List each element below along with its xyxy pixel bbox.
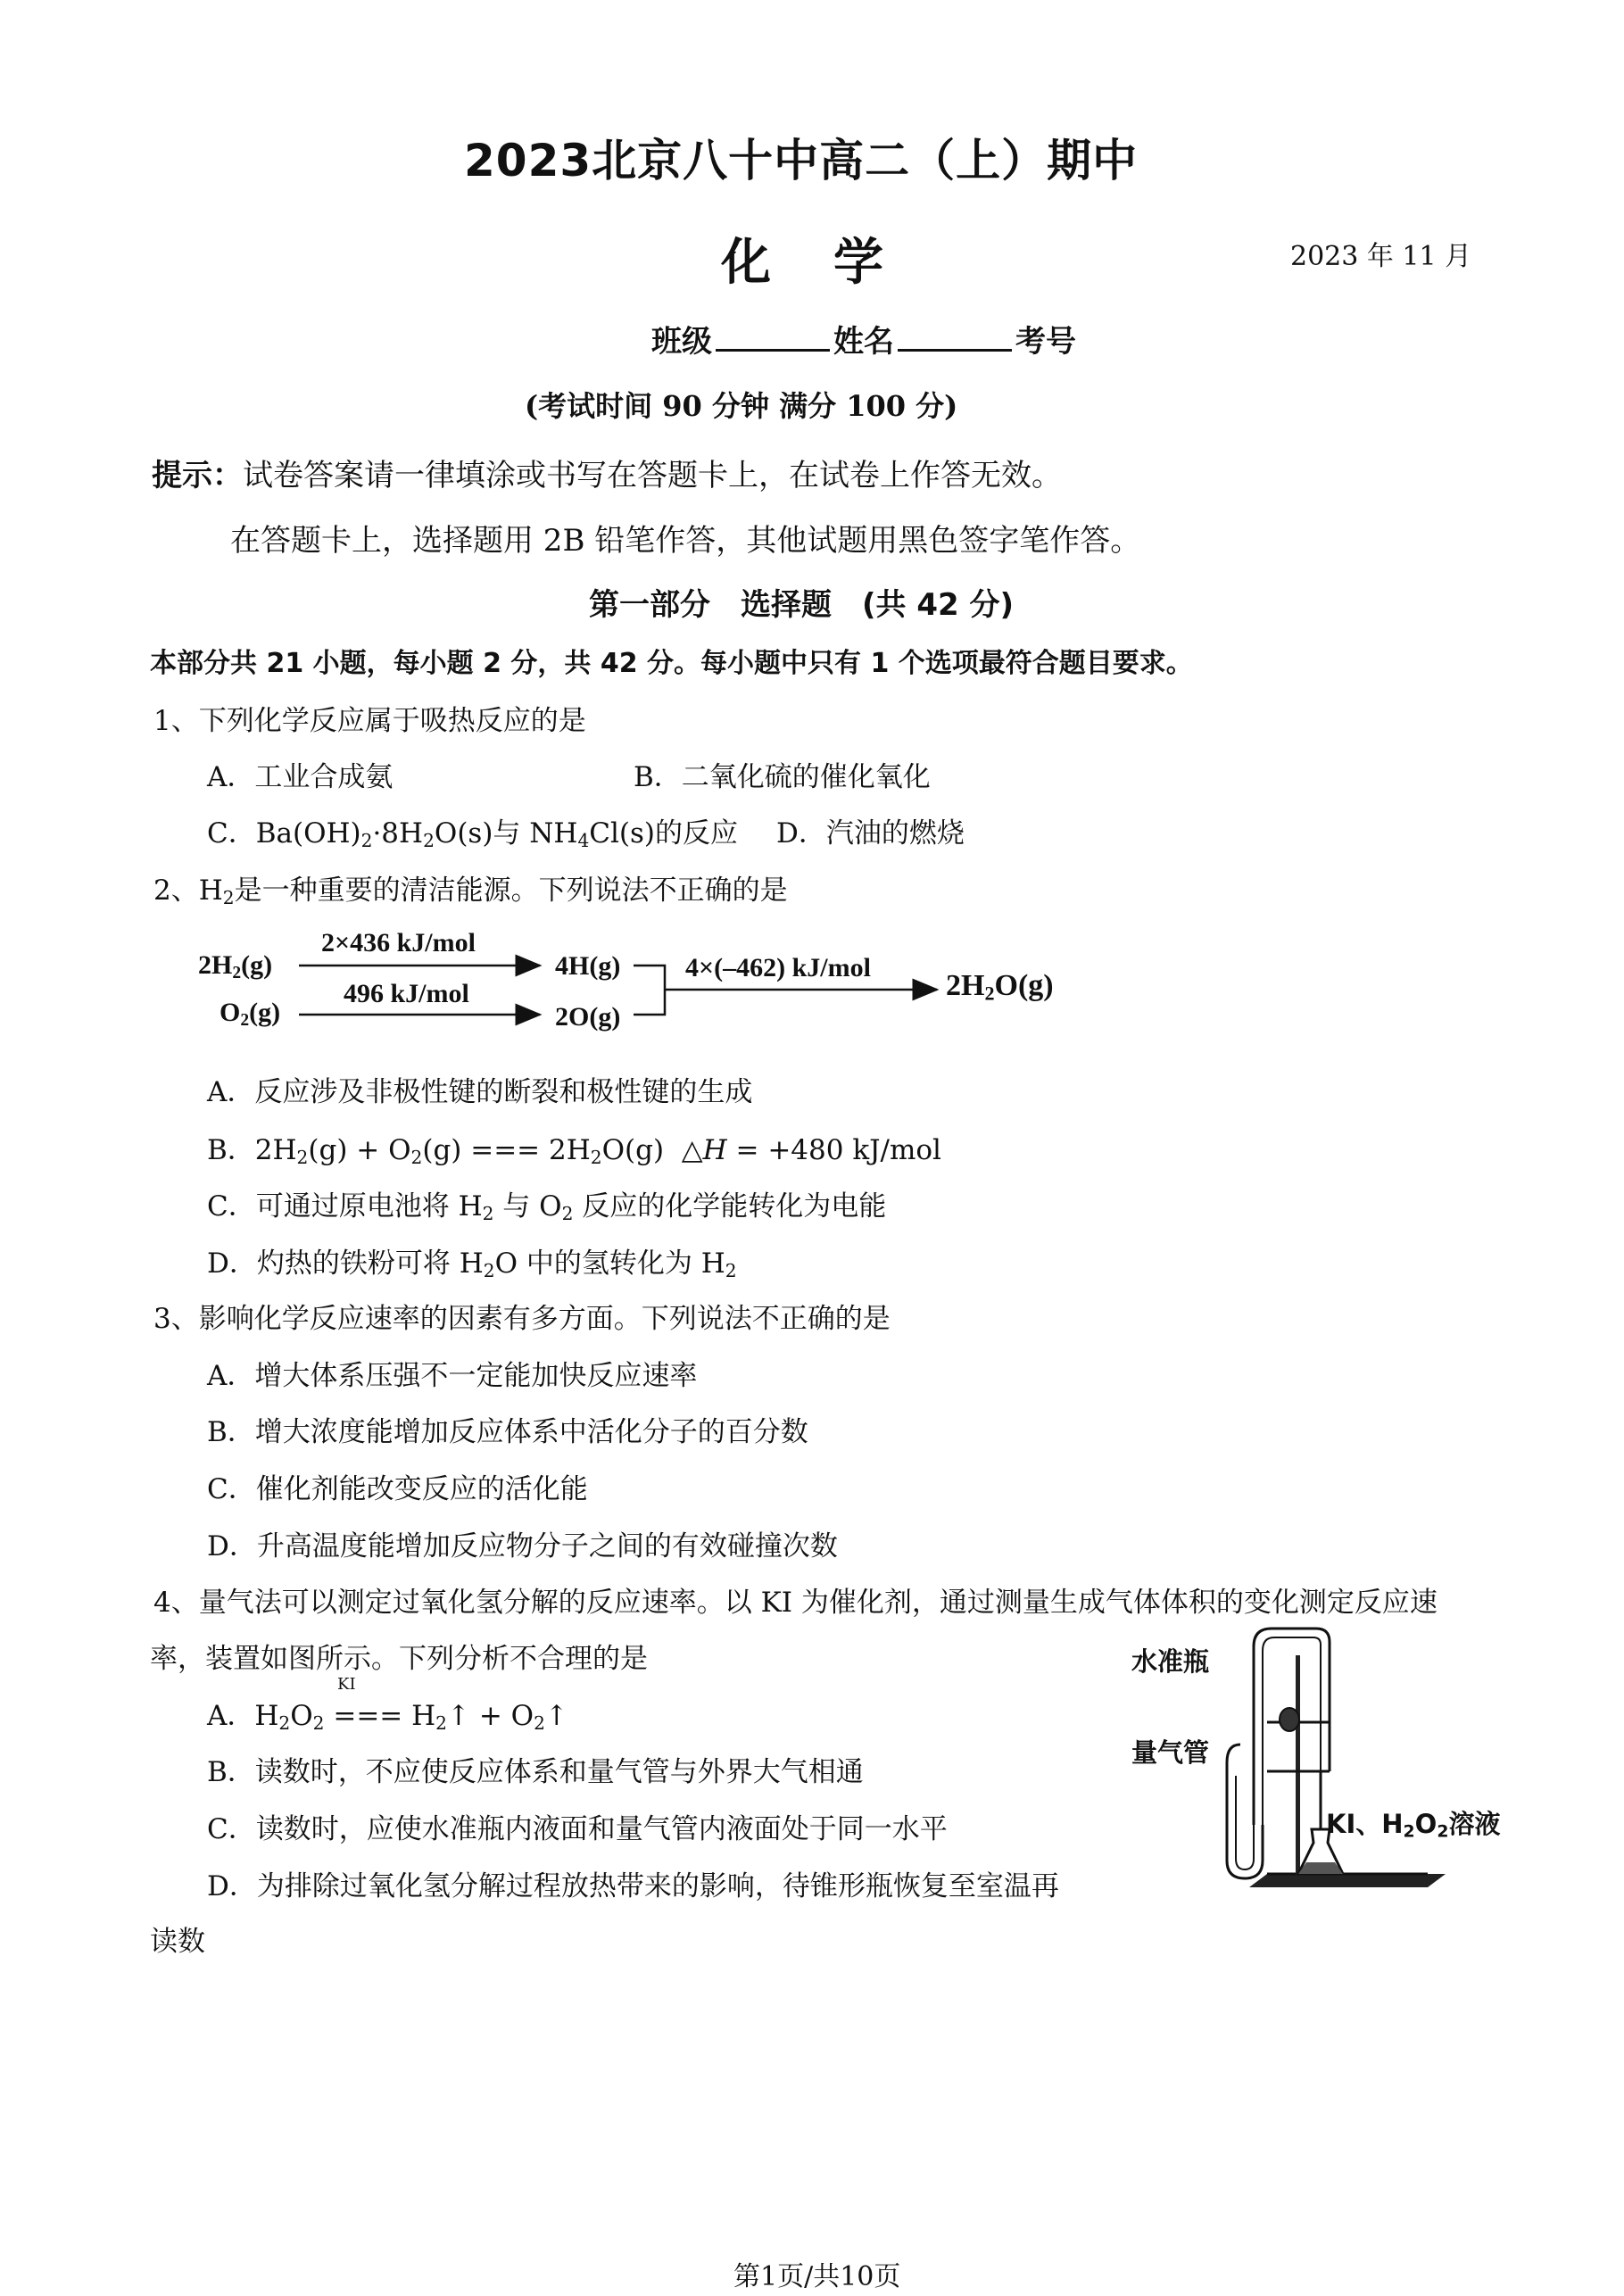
notice-line-1	[152, 451, 1062, 494]
q4-stem-line-1: 4、量气法可以测定过氧化氢分解的反应速率。以 KI 为催化剂，通过测量生成气体体积的变化测定反应速	[153, 1587, 1438, 1619]
exam-date: 2023 年 11 月	[1290, 241, 1472, 272]
q1-option-b: B．二氧化硫的催化氧化	[634, 761, 931, 793]
gas-burette-label: 量气管	[1131, 1737, 1210, 1768]
notice-text-1: 试卷答案请一律填涂或书写在答题卡上，在试卷上作答无效。	[243, 458, 1062, 493]
product-h-atoms: 4H(g)	[555, 951, 621, 981]
stand-rod-icon	[1296, 1655, 1300, 1877]
solution-label: KI、$H_2O_2$溶液	[1326, 1809, 1501, 1842]
class-label: 班级	[651, 324, 712, 360]
q4-option-b: B．读数时，不应使反应体系和量气管与外界大气相通	[207, 1756, 864, 1788]
leveling-bottle-label: 水准瓶	[1131, 1646, 1210, 1677]
q4-option-c: C．读数时，应使水准瓶内液面和量气管内液面处于同一水平	[207, 1813, 948, 1845]
q4-stem-line-2: 率，装置如图所示。下列分析不合理的是	[150, 1643, 648, 1675]
o2-bond-energy: 496 kJ/mol	[344, 979, 469, 1008]
page-number: 第1页/共10页	[733, 2261, 901, 2292]
q2-stem: 2、$H_2$是一种重要的清洁能源。下列说法不正确的是	[153, 874, 788, 909]
notice-line-2: 在答题卡上，选择题用 2B 铅笔作答，其他试题用黑色签字笔作答。	[230, 523, 1141, 559]
notice-label: 提示：	[152, 458, 243, 493]
class-blank[interactable]	[716, 322, 830, 352]
product-water: $2H_2O(g)$	[946, 969, 1054, 1005]
section-instructions: 本部分共 21 小题，每小题 2 分，共 42 分。每小题中只有 1 个选项最符合题目要求。	[150, 648, 1193, 679]
q1-stem: 1、下列化学反应属于吸热反应的是	[153, 705, 586, 737]
number-label: 考号	[1015, 324, 1076, 360]
atoms-bracket	[634, 966, 665, 1015]
q3-option-b: B．增大浓度能增加反应体系中活化分子的百分数	[207, 1416, 808, 1448]
leveling-bulb-icon	[1280, 1708, 1299, 1731]
h2-bond-energy: 2×436 kJ/mol	[321, 928, 476, 957]
name-label: 姓名	[833, 324, 894, 360]
student-info-line	[651, 317, 1076, 361]
gas-measurement-apparatus	[1214, 1620, 1499, 1905]
q2-stem-text: 是一种重要的清洁能源。下列说法不正确的是	[234, 874, 788, 907]
exam-title: 2023北京八十中高二（上）期中	[464, 135, 1139, 186]
oh-bond-energy: 4×(–462) kJ/mol	[685, 953, 871, 982]
exam-duration: (考试时间 90 分钟 满分 100 分)	[525, 389, 958, 423]
q3-option-a: A．增大体系压强不一定能加快反应速率	[207, 1360, 698, 1392]
q2-option-c: C．可通过原电池将 $H_2$ 与 $O_2$ 反应的化学能转化为电能	[207, 1190, 887, 1225]
reactant-h2: $2H_2(g)$	[198, 950, 273, 982]
q4-option-d: D．为排除过氧化氢分解过程放热带来的影响，待锥形瓶恢复至室温再	[207, 1870, 1059, 1902]
q1-option-d: D．汽油的燃烧	[776, 817, 965, 850]
name-blank[interactable]	[898, 322, 1012, 352]
q2-option-a: A．反应涉及非极性键的断裂和极性键的生成	[207, 1076, 753, 1108]
product-o-atoms: 2O(g)	[555, 1002, 621, 1032]
q3-option-c: C．催化剂能改变反应的活化能	[207, 1473, 588, 1505]
q3-stem: 3、影响化学反应速率的因素有多方面。下列说法不正确的是	[153, 1303, 891, 1335]
q1-option-c: C．$Ba(OH)_2\cdot 8H_2O(s)$与 $NH_4Cl(s)$的反应	[207, 817, 738, 852]
stand-base-icon	[1249, 1874, 1446, 1887]
q3-option-d: D．升高温度能增加反应物分子之间的有效碰撞次数	[207, 1530, 838, 1562]
q2-option-b: B．$2H_2(g) + O_2(g)$ === $2H_2O(g)$ △H = +480 kJ/mol	[207, 1134, 941, 1169]
reactant-o2: $O_2(g)$	[220, 998, 281, 1030]
q2-option-d: D．灼热的铁粉可将 $H_2O$ 中的氢转化为 $H_2$	[207, 1247, 737, 1282]
q4-option-d-continued: 读数	[150, 1926, 205, 1958]
section-heading: 第一部分 选择题 (共 42 分)	[589, 587, 1015, 623]
subject-title: 化学	[721, 233, 946, 292]
catalyst-label: KI	[337, 1675, 356, 1694]
q4-option-a: A．$H_2O_2$ === $H_2↑$ + $O_2↑$	[207, 1700, 568, 1735]
q1-option-a: A．工业合成氨	[207, 761, 394, 793]
